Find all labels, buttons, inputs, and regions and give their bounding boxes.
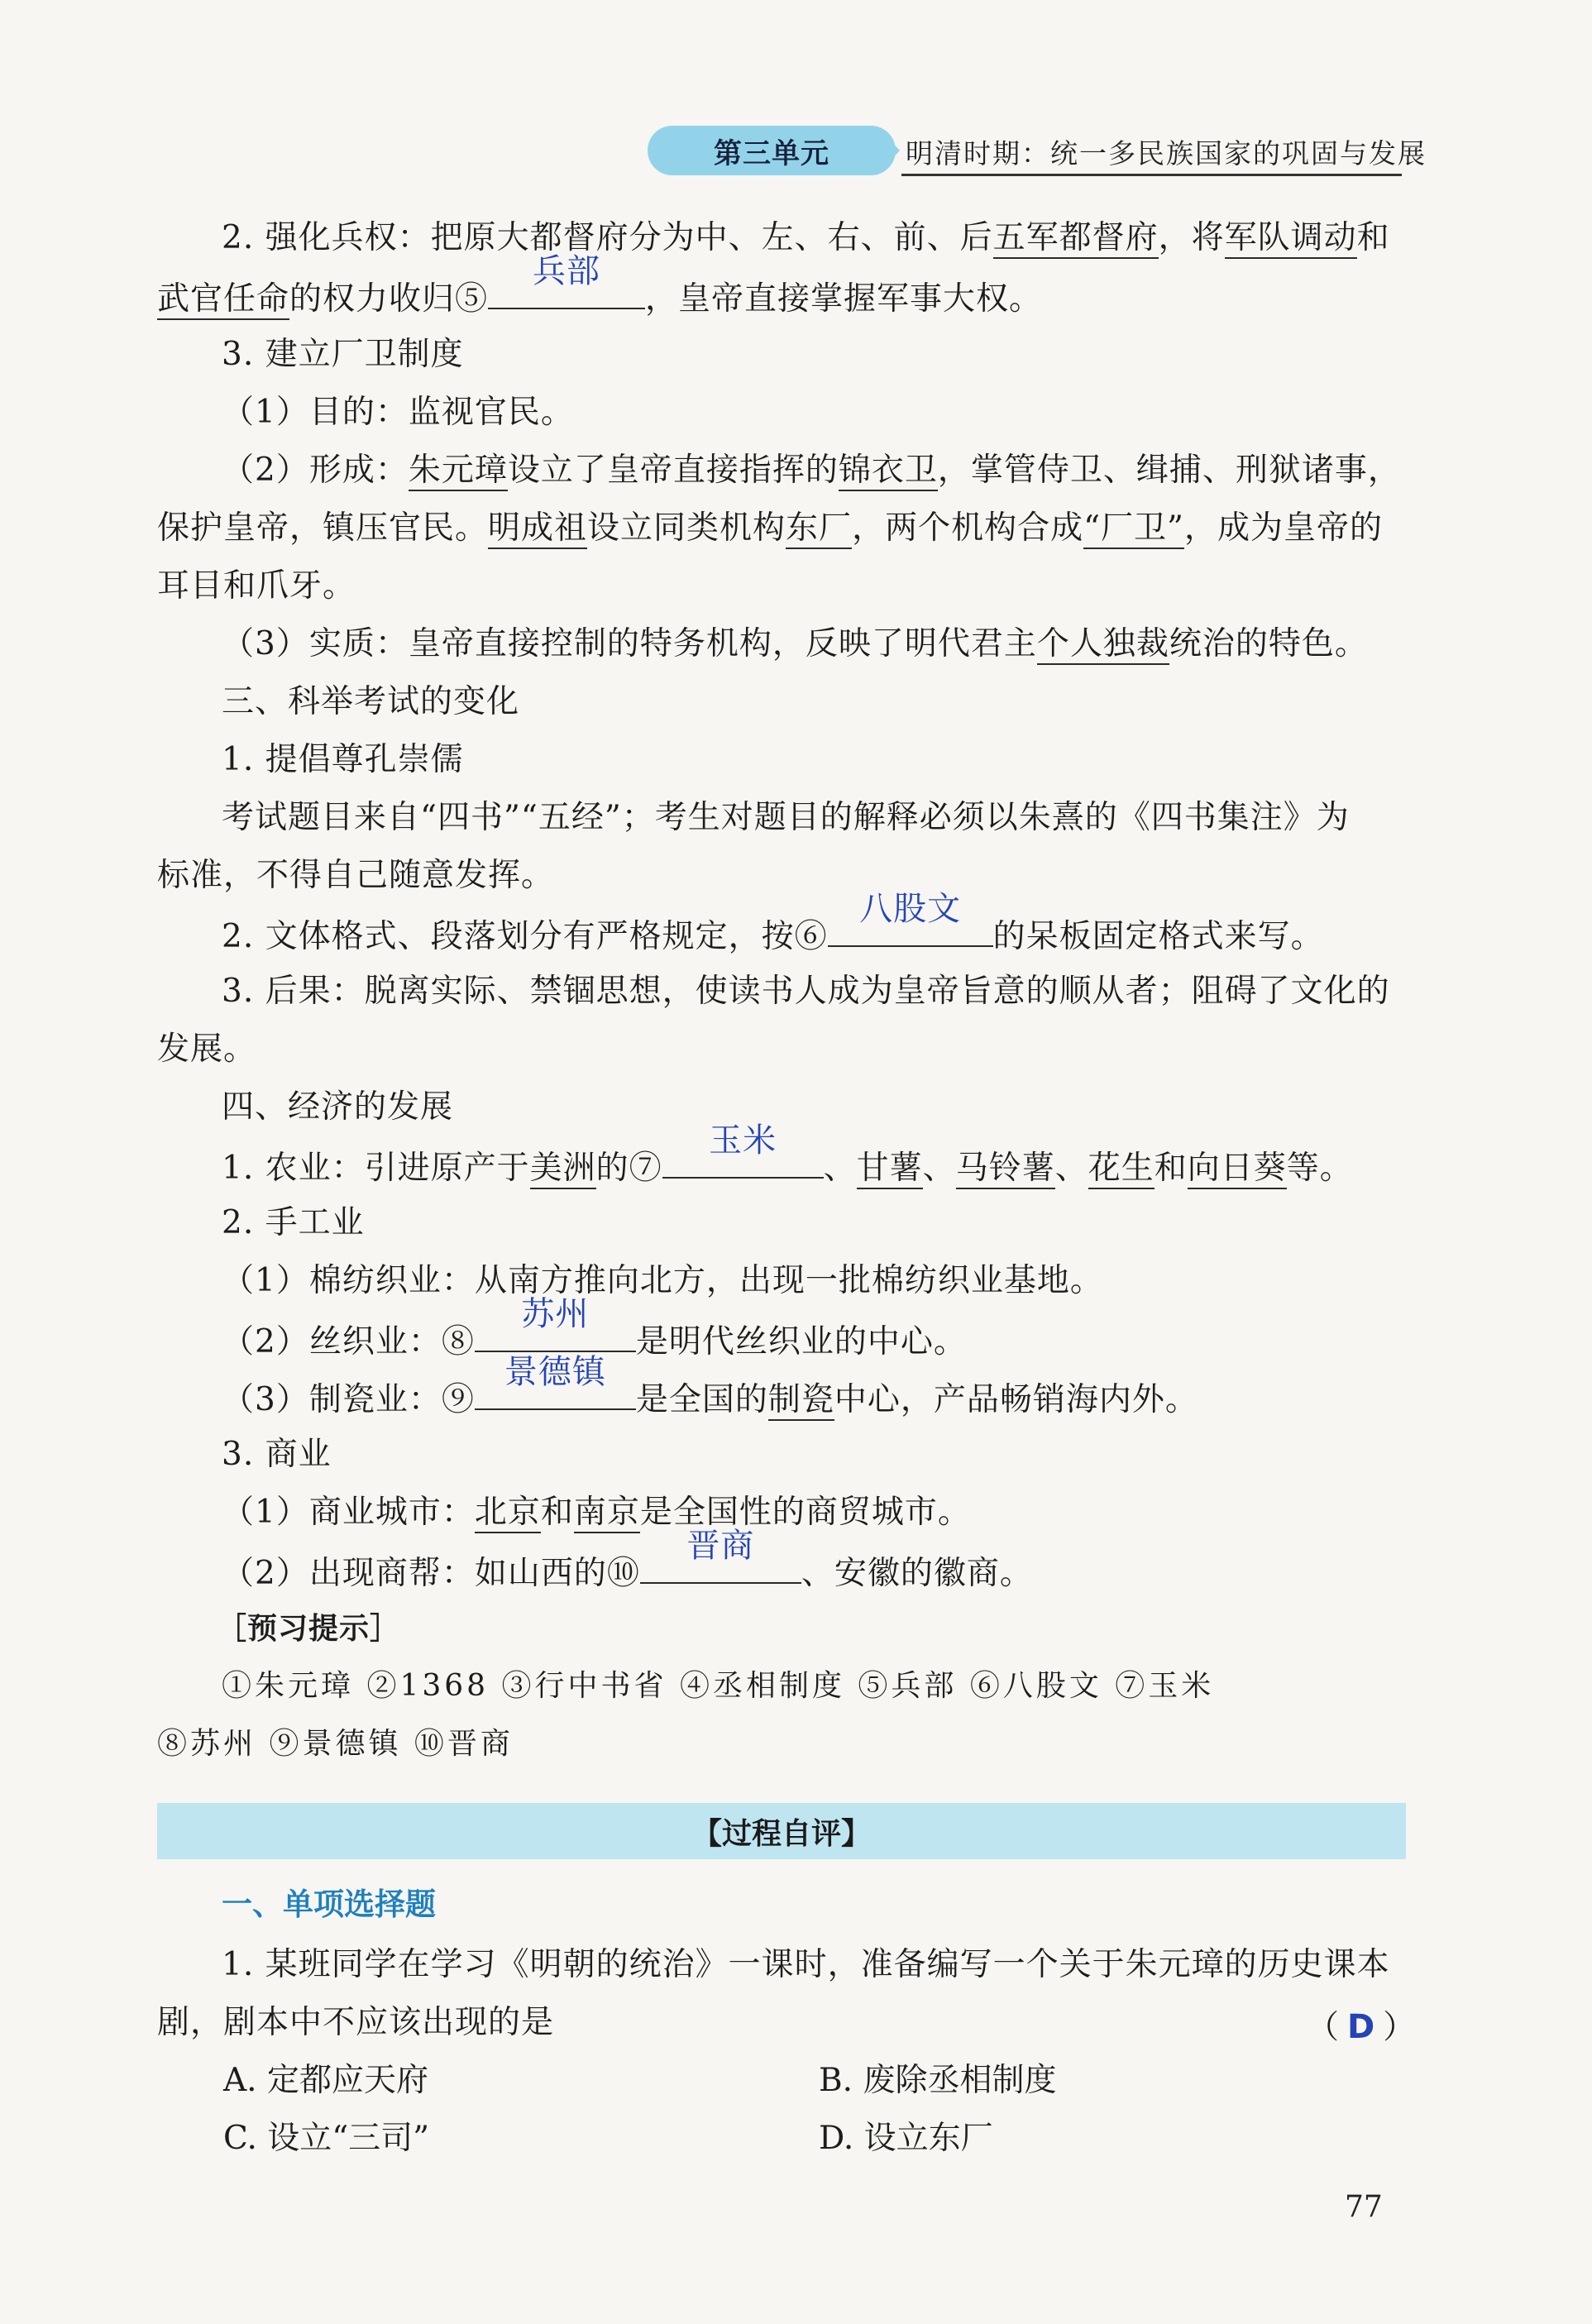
option-c: C. 设立“三司” (223, 2120, 430, 2157)
answer-7: 玉米 (709, 1121, 777, 1160)
section3-item2: 2. 文体格式、段落划分有严格规定，按⑥ 八股文 的呆板固定格式来写。 (222, 912, 1470, 959)
section3-item3-line1: 3. 后果：脱离实际、禁锢思想，使读书人成为皇帝旨意的顺从者；阻碍了文化的 (222, 973, 1390, 1010)
item3-formation-line3: 耳目和爪牙。 (157, 567, 356, 605)
section4-cities: （1）商业城市：北京和南京是全国性的商贸城市。 (222, 1491, 1470, 1534)
option-b: B. 废除丞相制度 (819, 2062, 1057, 2099)
section4-handicraft: 2. 手工业 (222, 1204, 365, 1241)
header-rule (901, 174, 1402, 176)
answer-6: 八股文 (859, 890, 962, 928)
section4-agriculture: 1. 农业：引进原产于美洲的⑦ 玉米 、甘薯、马铃薯、花生和向日葵等。 (222, 1144, 1470, 1190)
preview-keys-line2: ⑧苏州 ⑨景德镇 ⑩晋商 (157, 1727, 514, 1761)
item2-line2: 武官任命的权力收归⑤ 兵部 ，皇帝直接掌握军事大权。 (157, 275, 1406, 321)
question1-answer: （ D ） (1307, 2008, 1416, 2046)
answer-blank-7 (662, 1121, 824, 1179)
self-evaluation-band: 【过程自评】 (157, 1803, 1406, 1859)
answer-5: 兵部 (533, 252, 601, 290)
question1-line1: 1. 某班同学在学习《明朝的统治》一课时，准备编写一个关于朱元璋的历史课本 (222, 1946, 1390, 1983)
section3-item3-line2: 发展。 (157, 1030, 257, 1068)
unit-title: 明清时期：统一多民族国家的巩固与发展 (906, 137, 1427, 170)
section4-silk: （2）丝织业：⑧ 苏州 是明代丝织业的中心。 (222, 1317, 1470, 1364)
unit-label: 第三单元 (648, 126, 896, 175)
answer-blank-10 (640, 1527, 801, 1584)
item3-essence: （3）实质：皇帝直接控制的特务机构，反映了明代君主个人独裁统治的特色。 (222, 623, 1470, 666)
option-a: A. 定都应天府 (223, 2062, 428, 2099)
single-choice-heading: 一、单项选择题 (222, 1886, 436, 1922)
answer-8: 苏州 (521, 1295, 590, 1333)
section4-commerce: 3. 商业 (222, 1436, 332, 1473)
section4-title: 四、经济的发展 (222, 1088, 454, 1126)
section3-title: 三、科举考试的变化 (222, 683, 520, 720)
answer-9: 景德镇 (504, 1353, 606, 1391)
question1-line2: 剧，剧本中不应该出现的是 (157, 2004, 555, 2041)
page-number: 77 (1345, 2190, 1383, 2224)
answer-10: 晋商 (686, 1527, 755, 1565)
preview-keys-line1: ①朱元璋 ②1368 ③行中书省 ④丞相制度 ⑤兵部 ⑥八股文 ⑦玉米 (222, 1669, 1215, 1703)
section3-item1-line2: 标准，不得自己随意发挥。 (157, 857, 555, 894)
section4-porcelain: （3）制瓷业：⑨ 景德镇 是全国的制瓷中心，产品畅销海内外。 (222, 1375, 1470, 1422)
section3-item1-line1: 考试题目来自“四书”“五经”；考生对题目的解释必须以朱熹的《四书集注》为 (222, 799, 1350, 836)
item2-line1: 2. 强化兵权：把原大都督府分为中、左、右、前、后五军都督府，将军队调动和 (222, 217, 1470, 260)
item3-title: 3. 建立厂卫制度 (222, 336, 464, 373)
preview-label: ［预习提示］ (217, 1612, 401, 1646)
answer-blank-9 (475, 1353, 636, 1410)
answer-blank-8 (475, 1295, 636, 1352)
section3-item1: 1. 提倡尊孔崇儒 (222, 741, 464, 778)
item3-formation-line2: 保护皇帝，镇压官民。明成祖设立同类机构东厂，两个机构合成“厂卫”，成为皇帝的 (157, 507, 1406, 550)
option-d: D. 设立东厂 (819, 2120, 993, 2157)
section4-merchant-groups: （2）出现商帮：如山西的⑩ 晋商 、安徽的徽商。 (222, 1549, 1470, 1595)
answer-blank-5 (488, 252, 645, 309)
section4-cotton: （1）棉纺织业：从南方推向北方，出现一批棉纺织业基地。 (222, 1262, 1103, 1299)
answer-letter: D (1347, 2008, 1375, 2046)
item3-purpose: （1）目的：监视官民。 (222, 394, 574, 431)
item3-formation-line1: （2）形成：朱元璋设立了皇帝直接指挥的锦衣卫，掌管侍卫、缉捕、刑狱诸事， (222, 449, 1470, 492)
answer-blank-6 (828, 890, 993, 947)
